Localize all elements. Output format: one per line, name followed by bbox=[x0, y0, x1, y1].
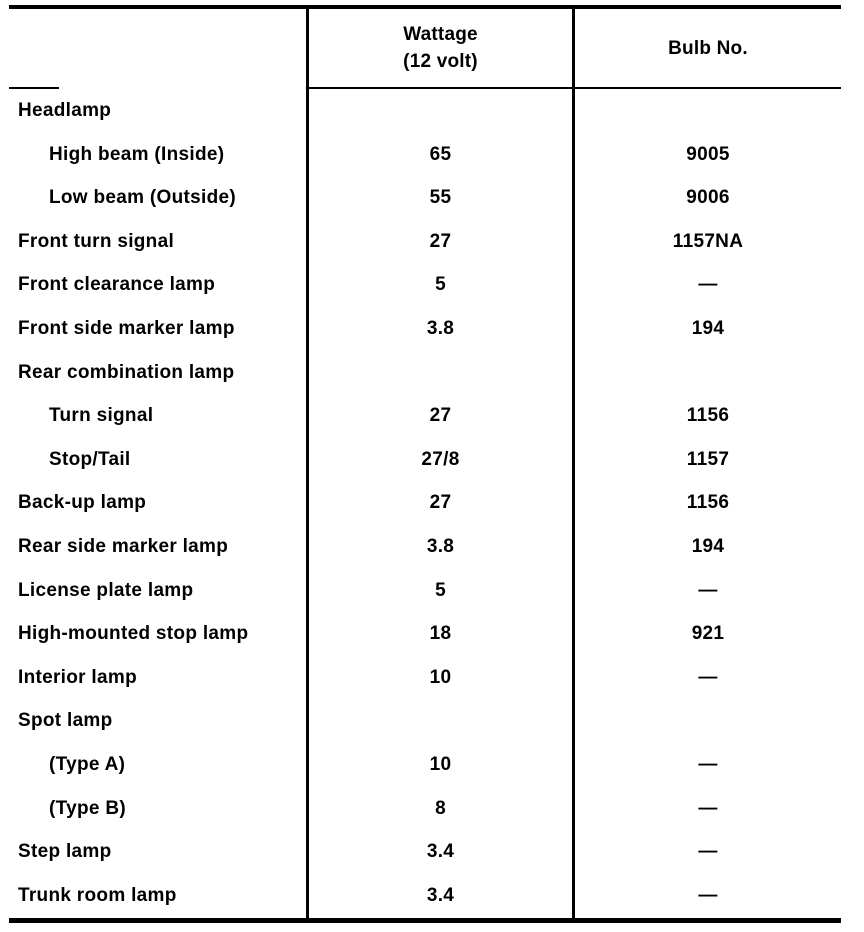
lamp-name: Back-up lamp bbox=[18, 492, 147, 514]
lamp-name: High beam (Inside) bbox=[49, 143, 225, 165]
lamp-wattage: 55 bbox=[429, 187, 452, 209]
lamp-name: (Type B) bbox=[49, 797, 126, 819]
bulb-number: — bbox=[698, 884, 718, 906]
lamp-name: Spot lamp bbox=[18, 710, 113, 732]
table-row bbox=[9, 830, 841, 874]
table-row bbox=[9, 525, 841, 569]
bulb-number: 9005 bbox=[686, 143, 730, 165]
lamp-wattage: 3.4 bbox=[426, 841, 455, 863]
table-row bbox=[9, 699, 841, 743]
header-wattage-line1: Wattage bbox=[403, 24, 478, 45]
bulb-number: — bbox=[698, 754, 718, 775]
lamp-name: Low beam (Outside) bbox=[49, 187, 236, 209]
table-row bbox=[9, 351, 841, 395]
bulb-number: — bbox=[698, 797, 718, 819]
lamp-name: High-mounted stop lamp bbox=[18, 623, 249, 645]
table-row bbox=[9, 569, 841, 613]
bulb-number: 194 bbox=[691, 536, 725, 557]
lamp-name: Turn signal bbox=[49, 405, 154, 427]
bulb-number: 1157 bbox=[686, 448, 730, 470]
bulb-number: — bbox=[698, 579, 718, 601]
table-row bbox=[9, 787, 841, 831]
table-row bbox=[9, 656, 841, 700]
table-row bbox=[9, 612, 841, 656]
table-row bbox=[9, 176, 841, 220]
bulb-number: 921 bbox=[691, 623, 725, 645]
table-row bbox=[9, 874, 841, 918]
header-bulb-no-label: Bulb No. bbox=[668, 37, 748, 59]
lamp-name: License plate lamp bbox=[18, 579, 194, 601]
lamp-wattage: 27/8 bbox=[421, 448, 460, 470]
table-row bbox=[9, 220, 841, 264]
lamp-name: Front side marker lamp bbox=[18, 318, 235, 339]
table-bottom-rule bbox=[9, 918, 841, 923]
bulb-number: — bbox=[698, 666, 718, 688]
lamp-name: Headlamp bbox=[18, 100, 112, 121]
bulb-number: 9006 bbox=[686, 187, 730, 209]
lamp-wattage: 3.8 bbox=[426, 536, 455, 557]
lamp-name: Rear combination lamp bbox=[18, 361, 235, 383]
table-row bbox=[9, 438, 841, 482]
table-row bbox=[9, 133, 841, 177]
header-wattage-line2: (12 volt) bbox=[403, 51, 478, 72]
lamp-name: Step lamp bbox=[18, 841, 112, 863]
bulb-number bbox=[575, 89, 841, 133]
lamp-wattage: 27 bbox=[429, 405, 452, 427]
table-row bbox=[9, 743, 841, 787]
table-row bbox=[9, 89, 841, 133]
bulb-number bbox=[575, 351, 841, 395]
bulb-number: 1156 bbox=[686, 405, 730, 427]
header-wattage bbox=[309, 9, 572, 87]
lamp-name: Trunk room lamp bbox=[18, 884, 177, 906]
lamp-wattage: 10 bbox=[429, 754, 452, 775]
lamp-wattage: 27 bbox=[429, 230, 452, 252]
bulb-number: — bbox=[698, 841, 718, 863]
lamp-wattage: 10 bbox=[429, 666, 452, 688]
lamp-wattage: 3.4 bbox=[426, 884, 455, 906]
lamp-wattage: 65 bbox=[429, 143, 452, 165]
lamp-wattage bbox=[309, 89, 572, 133]
lamp-name: Front clearance lamp bbox=[18, 274, 216, 296]
lamp-wattage: 18 bbox=[429, 623, 452, 645]
lamp-name: (Type A) bbox=[49, 754, 126, 775]
table-row bbox=[9, 307, 841, 351]
lamp-wattage: 5 bbox=[435, 579, 446, 601]
lamp-wattage: 5 bbox=[435, 274, 446, 296]
lamp-wattage: 8 bbox=[435, 797, 446, 819]
bulb-number: — bbox=[698, 274, 718, 296]
table-row bbox=[9, 263, 841, 307]
bulb-number bbox=[575, 699, 841, 743]
lamp-name: Front turn signal bbox=[18, 230, 175, 252]
lamp-name: Stop/Tail bbox=[49, 448, 131, 470]
table-row bbox=[9, 481, 841, 525]
lamp-wattage bbox=[309, 351, 572, 395]
lamp-name: Interior lamp bbox=[18, 666, 137, 688]
bulb-number: 1157NA bbox=[672, 230, 744, 252]
table-row bbox=[9, 394, 841, 438]
header-bulb-no bbox=[575, 9, 841, 87]
lamp-wattage: 3.8 bbox=[426, 318, 455, 339]
lamp-wattage bbox=[309, 699, 572, 743]
bulb-number: 194 bbox=[691, 318, 725, 339]
lamp-wattage: 27 bbox=[429, 492, 452, 514]
lamp-name: Rear side marker lamp bbox=[18, 536, 229, 557]
bulb-specification-table bbox=[9, 5, 841, 923]
bulb-number: 1156 bbox=[686, 492, 730, 514]
